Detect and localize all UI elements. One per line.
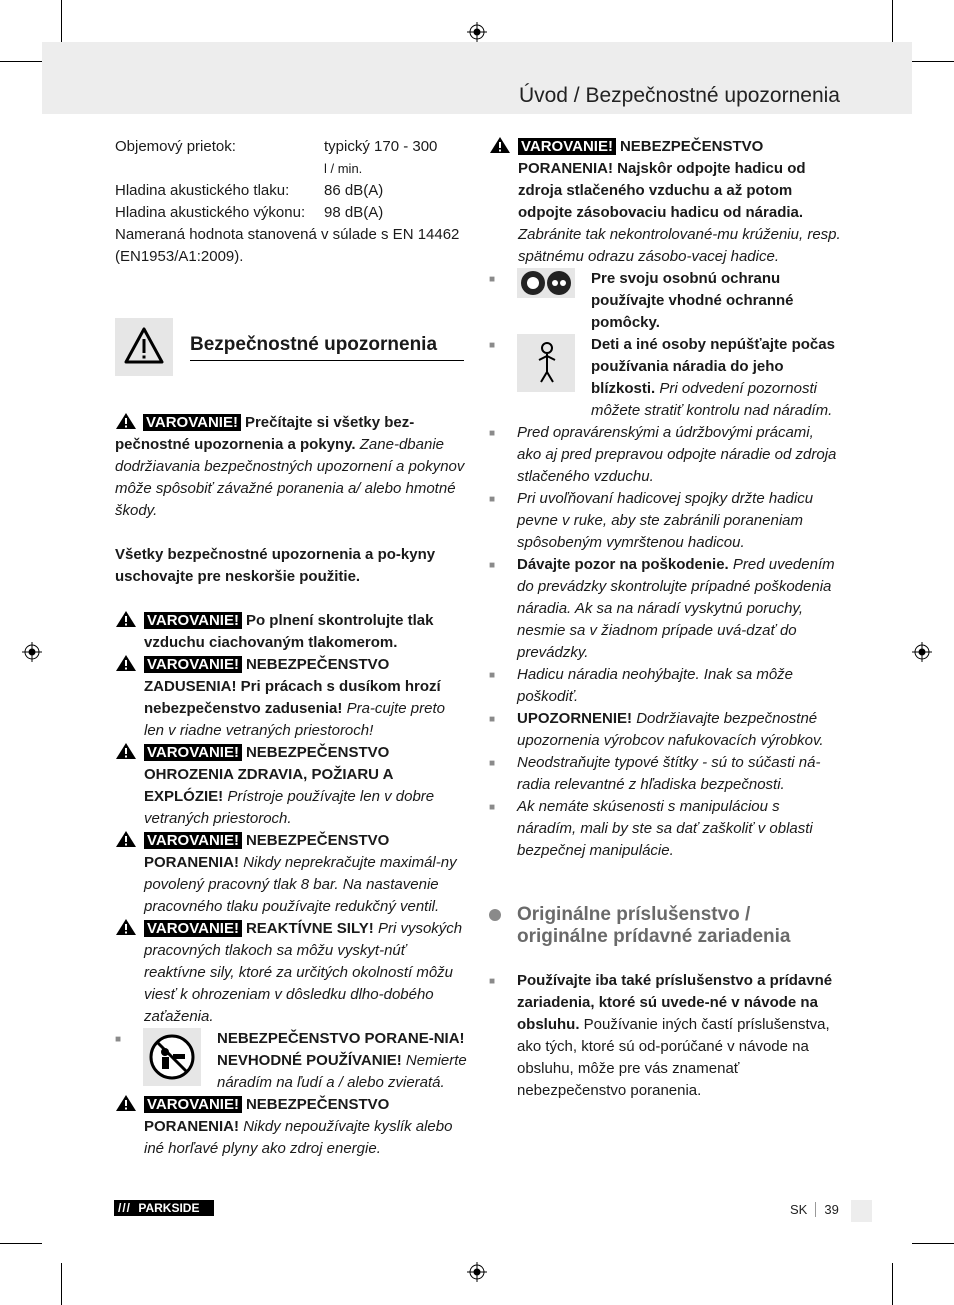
warning-text-bold: NEBEZPEČENSTVO OHROZENIA ZDRAVIA, POŽIARU A EXPLÓZIE! bbox=[144, 744, 393, 805]
crop-mark bbox=[912, 1243, 954, 1244]
bullet-item bbox=[489, 796, 841, 862]
footer-box bbox=[851, 1200, 872, 1222]
bullet-text-bold: Používajte iba také príslušenstvo a prídavné zariadenia, ktoré sú uvede-né v návode na obsluhu. bbox=[517, 972, 833, 1033]
bullet-text-bold: NEBEZPEČENSTVO PORANE-NIA! NEVHODNÉ POUŽÍVANIE! bbox=[217, 1030, 465, 1069]
warning-text-bold: NEBEZPEČENSTVO PORANENIA! bbox=[144, 1096, 390, 1135]
crop-mark bbox=[892, 1263, 893, 1305]
safety-section-header bbox=[115, 318, 467, 376]
bullet-text-italic: Hadicu náradia neohýbajte. Inak sa môže poškodiť. bbox=[517, 666, 794, 705]
bullet-text-bold: Dávajte pozor na poškodenie. bbox=[517, 556, 729, 573]
protective-equipment-icon bbox=[517, 268, 575, 298]
spec-value-unit: l / min. bbox=[324, 161, 363, 176]
bullet-text-italic: Pri odvedení pozornosti môžete stratiť kontrolu nad náradím. bbox=[591, 380, 833, 419]
warning-item bbox=[115, 742, 467, 830]
warning-item bbox=[115, 918, 467, 1028]
warning-badge: VAROVANIE! bbox=[144, 1096, 242, 1113]
bullet-text-italic: Dodržiavajte bezpečnostné upozornenia výrobcov nafukovacích výrobkov. bbox=[517, 710, 824, 749]
bullet-square-icon: ■ bbox=[489, 758, 496, 769]
spec-value: typický 170 - 300 bbox=[324, 138, 438, 155]
bullet-square-icon: ■ bbox=[489, 976, 496, 987]
spec-value: 98 dB(A) bbox=[324, 204, 384, 221]
bullet-item bbox=[489, 752, 841, 796]
bullet-item bbox=[489, 334, 841, 422]
page-number: 39 bbox=[815, 1202, 838, 1217]
spec-value: 86 dB(A) bbox=[324, 182, 384, 199]
bullet-item bbox=[489, 488, 841, 554]
registration-mark-icon bbox=[467, 1262, 487, 1282]
bullet-item bbox=[489, 554, 841, 664]
crop-mark bbox=[912, 61, 954, 62]
bullet-text-italic: Nemierte náradím na ľudí a / alebo zvieratá. bbox=[217, 1052, 467, 1091]
warning-badge: VAROVANIE! bbox=[144, 744, 242, 761]
bullet-square-icon: ■ bbox=[489, 274, 496, 285]
keep-instructions-note: Všetky bezpečnostné upozornenia a po-kyny uschovajte pre neskoršie použitie. bbox=[115, 546, 436, 585]
page-title: Úvod / Bezpečnostné upozornenia bbox=[518, 84, 840, 107]
spec-label: Hladina akustického výkonu: bbox=[115, 204, 306, 221]
warning-icon bbox=[115, 830, 137, 848]
bullet-text-italic: Pred uvedením do prevádzky skontrolujte prípadné poškodenia náradia. Ak sa na náradí vyskytnú poruchy, nesmie sa v žiadnom prípade uvá-dzať do prevádzky. bbox=[517, 556, 835, 661]
spec-row bbox=[115, 180, 467, 202]
bullet-item bbox=[489, 664, 841, 708]
bullet-text-bold: Deti a iné osoby nepúšťajte počas používania náradia do jeho blízkosti. bbox=[591, 336, 835, 397]
warning-text-italic: Zane-dbanie dodržiavania bezpečnostných upozornení a pokynov môže spôsobiť závažné poranenia a/ alebo hmotné škody. bbox=[115, 436, 465, 519]
warning-text-italic: Nikdy neprekračujte maximál-ny povolený pracovný tlak 8 bar. Na nastavenie pracovného tlaku používajte redukčný ventil. bbox=[144, 854, 457, 915]
bullet-square-icon: ■ bbox=[489, 802, 496, 813]
registration-mark-icon bbox=[912, 642, 932, 662]
warning-text-bold: Po plnení skontrolujte tlak vzduchu ciachovaným tlakomerom. bbox=[144, 612, 434, 651]
crop-mark bbox=[0, 61, 42, 62]
warning-text-italic: Pra-cujte preto len v riadne vetraných priestoroch! bbox=[144, 700, 445, 739]
safety-section-title: Bezpečnostné upozornenia bbox=[190, 334, 438, 355]
bullet-square-icon: ■ bbox=[489, 560, 496, 571]
registration-mark-icon bbox=[22, 642, 42, 662]
warning-paragraph bbox=[115, 412, 467, 522]
no-aiming-at-people-icon bbox=[143, 1028, 201, 1086]
registration-mark-icon bbox=[467, 22, 487, 42]
crop-mark bbox=[892, 0, 893, 42]
bullet-text-italic: Neodstraňujte typové štítky - sú to súčasti ná-radia relevantné z hľadiska bezpečnosti. bbox=[517, 754, 821, 793]
bullet-square-icon: ■ bbox=[489, 494, 496, 505]
keep-children-away-icon bbox=[517, 334, 575, 392]
bullet-item bbox=[489, 268, 841, 334]
spec-row bbox=[115, 202, 467, 224]
warning-badge: VAROVANIE! bbox=[518, 138, 616, 155]
bullet-text: Používanie iných častí príslušenstva, ako tých, ktoré sú od-porúčané v návode na obsluhu, môže pre vás znamenať nebezpečenstvo poranenia. bbox=[517, 1016, 830, 1099]
title-underline bbox=[190, 360, 464, 361]
warning-text-bold: NEBEZPEČENSTVO PORANENIA! Najskôr odpojte hadicu od zdroja stlačeného vzduchu a až potom odpojte zásobovaciu hadicu od náradia. bbox=[518, 138, 806, 221]
crop-mark bbox=[61, 1263, 62, 1305]
warning-item bbox=[115, 610, 467, 654]
bullet-item bbox=[489, 422, 841, 488]
bullet-item bbox=[489, 708, 841, 752]
warning-item bbox=[115, 654, 467, 742]
warning-text-italic: Prístroje používajte len v dobre vetraných priestoroch. bbox=[144, 788, 435, 827]
warning-text-bold: Prečítajte si všetky bez-pečnostné upozornenia a pokyny. bbox=[115, 414, 415, 453]
bullet-square-icon: ■ bbox=[489, 714, 496, 725]
bullet-text-italic: Ak nemáte skúsenosti s manipuláciou s náradím, mali by ste sa dať zaškoliť v oblasti bezpečnej manipulácie. bbox=[517, 798, 813, 859]
accessories-section-title: Originálne príslušenstvo / originálne prídavné zariadenia bbox=[489, 904, 841, 948]
warning-badge: VAROVANIE! bbox=[144, 920, 242, 937]
warning-text-italic: Pri vysokých pracovných tlakoch sa môžu vyskyt-núť reaktívne sily, ktoré za určitých okolností môžu viesť k ohrozeniam v dôsledku dlho-dobého zaťaženia. bbox=[144, 920, 463, 1025]
bullet-square-icon: ■ bbox=[489, 670, 496, 681]
parkside-logo: /// PARKSIDE bbox=[114, 1200, 214, 1216]
warning-badge: VAROVANIE! bbox=[144, 656, 242, 673]
bullet-text-bold: UPOZORNENIE! bbox=[517, 710, 633, 727]
warning-text-italic: Zabránite tak nekontrolované-mu krúženiu, resp. spätnému odrazu zásobo-vacej hadice. bbox=[518, 226, 841, 265]
warning-icon bbox=[115, 654, 137, 672]
warning-item bbox=[115, 1094, 467, 1160]
warning-icon bbox=[115, 1094, 137, 1112]
bullet-text-italic: Pri uvoľňovaní hadicovej spojky držte hadicu pevne v ruke, aby ste zabránili poraneniam spôsobeným vymrštenou hadicou. bbox=[517, 490, 814, 551]
warning-item bbox=[115, 830, 467, 918]
logo-stripes-icon: /// bbox=[118, 1201, 132, 1215]
bullet-item bbox=[489, 970, 841, 1102]
warning-icon bbox=[489, 136, 511, 154]
warning-icon bbox=[115, 742, 137, 760]
measured-note: Nameraná hodnota stanovená v súlade s EN 14462 (EN1953/A1:2009). bbox=[115, 226, 460, 265]
warning-badge: VAROVANIE! bbox=[144, 612, 242, 629]
spec-row bbox=[115, 136, 467, 180]
bullet-text-bold: Pre svoju osobnú ochranu používajte vhodné ochranné pomôcky. bbox=[591, 270, 794, 331]
bullet-square-icon: ■ bbox=[489, 428, 496, 439]
warning-text-bold: NEBEZPEČENSTVO ZADUSENIA! Pri prácach s dusíkom hrozí nebezpečenstvo zadusenia! bbox=[144, 656, 441, 717]
warning-text-bold: REAKTÍVNE SILY! bbox=[245, 920, 374, 937]
warning-icon bbox=[115, 918, 137, 936]
warning-text-italic: Nikdy nepoužívajte kyslík alebo iné horľavé plyny ako zdroj energie. bbox=[144, 1118, 453, 1157]
crop-mark bbox=[0, 1243, 42, 1244]
crop-mark bbox=[61, 0, 62, 42]
bullet-text-italic: Pred opravárenskými a údržbovými prácami, ako aj pred prepravou odpojte náradie od zdroja stlačeného vzduchu. bbox=[517, 424, 837, 485]
warning-icon bbox=[115, 412, 137, 430]
warning-badge: VAROVANIE! bbox=[144, 832, 242, 849]
bullet-square-icon: ■ bbox=[115, 1034, 122, 1045]
warning-icon bbox=[115, 610, 137, 628]
warning-item bbox=[489, 136, 841, 268]
page-footer bbox=[790, 1202, 839, 1217]
bullet-item bbox=[115, 1028, 467, 1094]
warning-badge: VAROVANIE! bbox=[143, 414, 241, 431]
right-column bbox=[489, 136, 841, 1102]
warning-triangle-box bbox=[115, 318, 173, 376]
warning-triangle-icon bbox=[115, 318, 173, 376]
bullet-dot-icon bbox=[489, 904, 517, 948]
bullet-square-icon: ■ bbox=[489, 340, 496, 351]
spec-label: Hladina akustického tlaku: bbox=[115, 182, 290, 199]
spec-label: Objemový prietok: bbox=[115, 138, 236, 155]
left-column bbox=[115, 136, 467, 1160]
warning-text-bold: NEBEZPEČENSTVO PORANENIA! bbox=[144, 832, 390, 871]
language-code: SK bbox=[790, 1202, 808, 1217]
